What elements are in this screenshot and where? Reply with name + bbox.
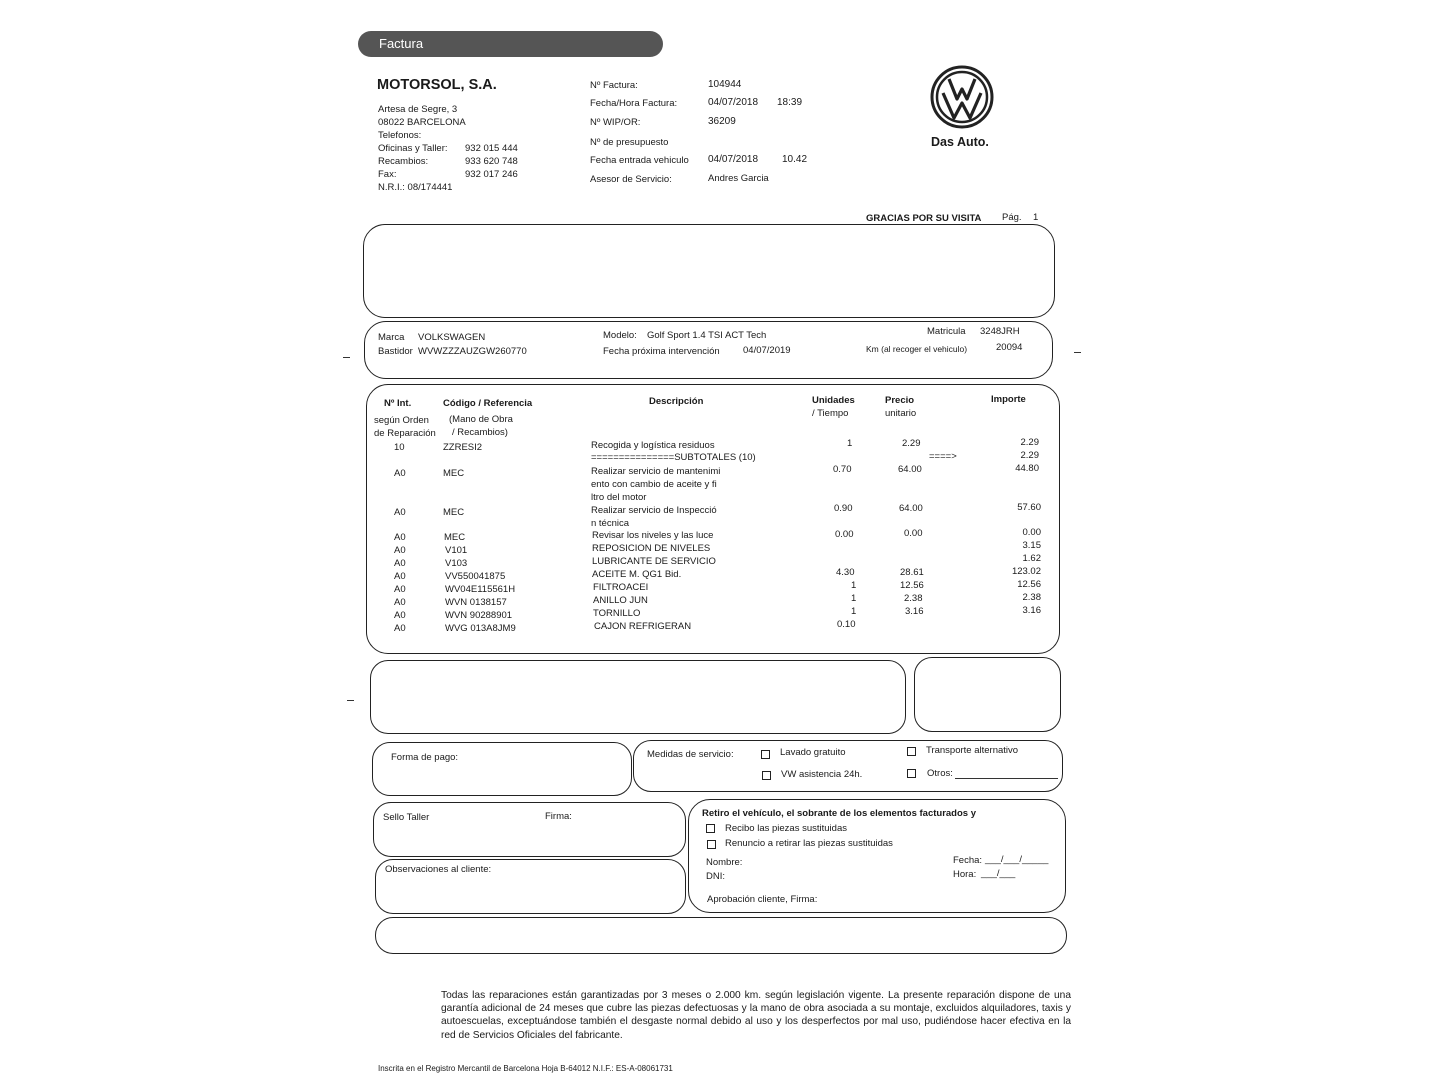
proxima-label: Fecha próxima intervención xyxy=(603,346,720,357)
fax-label: Fax: xyxy=(378,169,397,180)
header-codigo: Código / Referencia xyxy=(443,398,533,409)
hora-blank[interactable]: ___/___ xyxy=(981,868,1016,879)
row-price: 3.16 xyxy=(905,606,924,617)
row-nint: A0 xyxy=(394,597,406,608)
presupuesto-label: Nº de presupuesto xyxy=(590,137,669,148)
gracias-text: GRACIAS POR SU VISITA xyxy=(866,213,982,224)
row-code: WVG 013A8JM9 xyxy=(445,623,516,634)
row-code: MEC xyxy=(443,468,465,479)
row-desc: ANILLO JUN xyxy=(593,595,648,606)
dni-label: DNI: xyxy=(706,871,725,882)
forma-pago-label: Forma de pago: xyxy=(391,752,459,763)
scan-mark xyxy=(347,700,354,701)
sello-box xyxy=(373,802,686,857)
matricula-label: Matricula xyxy=(927,326,966,337)
entrada-time: 10.42 xyxy=(782,154,808,165)
recibo-checkbox[interactable] xyxy=(706,824,715,833)
row-desc: LUBRICANTE DE SERVICIO xyxy=(592,556,716,567)
row-code: WVN 0138157 xyxy=(445,597,507,608)
recambios-label: Recambios: xyxy=(378,156,429,167)
matricula-value: 3248JRH xyxy=(980,326,1020,337)
header-nint: Nº Int. xyxy=(384,398,412,409)
km-label: Km (al recoger el vehiculo) xyxy=(866,344,968,354)
marca-value: VOLKSWAGEN xyxy=(418,332,486,343)
nombre-label: Nombre: xyxy=(706,857,743,868)
row-amount: 3.15 xyxy=(1022,540,1041,551)
row-desc: Recogida y logística residuos xyxy=(591,440,715,451)
row-price: 0.00 xyxy=(904,528,923,539)
scan-mark xyxy=(343,357,350,358)
row-amount: 2.38 xyxy=(1022,592,1041,603)
recambios-value: 933 620 748 xyxy=(465,156,518,167)
aprobacion-label: Aprobación cliente, Firma: xyxy=(707,894,818,905)
row-units: 4.30 xyxy=(836,567,855,578)
fecha-firma-label: Fecha: xyxy=(953,855,983,866)
retiro-title: Retiro el vehículo, el sobrante de los elementos facturados y xyxy=(702,808,976,819)
proxima-value: 04/07/2019 xyxy=(743,345,791,356)
row-code: ZZRESI2 xyxy=(443,442,483,453)
row-units: 0.00 xyxy=(835,529,854,540)
row-units: 0.70 xyxy=(833,464,852,475)
modelo-label: Modelo: xyxy=(603,330,637,341)
km-value: 20094 xyxy=(996,342,1023,353)
transporte-checkbox[interactable] xyxy=(907,747,916,756)
company-address-line2: 08022 BARCELONA xyxy=(378,117,466,128)
row-code: WVN 90288901 xyxy=(445,610,513,621)
transporte-label: Transporte alternativo xyxy=(926,745,1019,756)
row-price: 2.38 xyxy=(904,593,923,604)
fax-value: 932 017 246 xyxy=(465,169,518,180)
row-amount: 44.80 xyxy=(1015,463,1039,474)
row-nint: A0 xyxy=(394,532,406,543)
row-code: VV550041875 xyxy=(445,571,506,582)
vw-logo-icon xyxy=(930,65,994,129)
row-price: 12.56 xyxy=(900,580,924,591)
row-nint: A0 xyxy=(394,610,406,621)
otros-label: Otros: xyxy=(927,768,953,779)
row-code: MEC xyxy=(444,532,466,543)
row-units: 1 xyxy=(851,606,857,617)
telefonos-label: Telefonos: xyxy=(378,130,422,141)
warranty-text: Todas las reparaciones están garantizadas por 3 meses o 2.000 km. según legislación vigente. La presente reparación dispone de una garantía adicional de 24 meses que cubre las piezas defectuosas y la mano de obra asociada a su montaje, excluidos alquiladores, taxis y autoescuelas, exceptuándose también el desgaste normal debido al uso y los desperfectos por mal uso, pudiéndose hacer efectiva en la red de Servicios Oficiales del fabricante. xyxy=(441,990,1071,1041)
otros-checkbox[interactable] xyxy=(907,769,916,778)
row-amount: 2.29 xyxy=(1020,450,1039,461)
document-type-label: Factura xyxy=(379,36,424,51)
row-amount: 123.02 xyxy=(1011,566,1041,577)
row-amount: 12.56 xyxy=(1017,579,1041,590)
header-mano2: / Recambios) xyxy=(452,427,508,438)
row-desc: FILTROACEI xyxy=(593,582,649,593)
row-desc: CAJON REFRIGERAN xyxy=(594,621,692,632)
asistencia-label: VW asistencia 24h. xyxy=(781,769,863,780)
nri-number: N.R.I.: 08/174441 xyxy=(378,182,453,193)
row-nint: A0 xyxy=(394,571,406,582)
row-desc: TORNILLO xyxy=(593,608,641,619)
header-unidades1: Unidades xyxy=(812,395,855,406)
brand-tagline: Das Auto. xyxy=(931,135,989,149)
entrada-label: Fecha entrada vehiculo xyxy=(590,155,689,166)
row-price: 64.00 xyxy=(899,503,923,514)
row-price: 64.00 xyxy=(898,464,922,475)
row-desc: Realizar servicio de Inspecció n técnica xyxy=(591,505,717,529)
scan-mark xyxy=(1074,352,1081,353)
row-nint: 10 xyxy=(394,442,405,453)
bottom-box xyxy=(375,917,1067,954)
header-precio1: Precio xyxy=(885,395,915,406)
header-importe: Importe xyxy=(991,394,1026,405)
header-mano1: (Mano de Obra xyxy=(449,414,513,425)
row-units: 1 xyxy=(851,593,857,604)
row-units: 0.90 xyxy=(834,503,853,514)
header-descripcion: Descripción xyxy=(649,396,704,407)
row-code: V101 xyxy=(445,545,468,556)
header-unidades2: / Tiempo xyxy=(812,408,849,419)
modelo-value: Golf Sport 1.4 TSI ACT Tech xyxy=(647,330,767,341)
observaciones-label: Observaciones al cliente: xyxy=(385,864,492,875)
row-code: V103 xyxy=(445,558,468,569)
sello-label: Sello Taller xyxy=(383,812,430,823)
factura-label: Nº Factura: xyxy=(590,80,638,91)
oficinas-value: 932 015 444 xyxy=(465,143,518,154)
medidas-label: Medidas de servicio: xyxy=(647,749,734,760)
row-desc: ACEITE M. QG1 Bid. xyxy=(592,569,682,580)
row-desc: REPOSICION DE NIVELES xyxy=(592,543,711,554)
row-nint: A0 xyxy=(394,468,406,479)
bastidor-value: WVWZZZAUZGW260770 xyxy=(418,346,527,357)
row-price: 2.29 xyxy=(902,438,921,449)
row-amount: 57.60 xyxy=(1017,502,1041,513)
page-label: Pág. xyxy=(1002,212,1022,223)
row-amount: 3.16 xyxy=(1022,605,1041,616)
header-orden2: de Reparación xyxy=(374,428,436,439)
wip-value: 36209 xyxy=(708,116,736,127)
row-desc: Revisar los niveles y las luce xyxy=(592,530,714,541)
fecha-factura-time: 18:39 xyxy=(777,97,803,108)
row-amount: 1.62 xyxy=(1022,553,1041,564)
lavado-label: Lavado gratuito xyxy=(780,747,846,758)
page-number: 1 xyxy=(1033,212,1039,223)
oficinas-label: Oficinas y Taller: xyxy=(378,143,448,154)
row-nint: A0 xyxy=(394,584,406,595)
row-units: 1 xyxy=(851,580,857,591)
row-units: 0.10 xyxy=(837,619,856,630)
firma-label: Firma: xyxy=(545,811,572,822)
asistencia-checkbox[interactable] xyxy=(762,771,771,780)
row-nint: A0 xyxy=(394,558,406,569)
fecha-firma-blank[interactable]: ___/___/_____ xyxy=(985,854,1049,865)
row-code: WV04E115561H xyxy=(445,584,516,595)
customer-box xyxy=(363,224,1055,318)
otros-line xyxy=(955,778,1058,779)
company-address-line1: Artesa de Segre, 3 xyxy=(378,104,458,115)
subtotal-arrow: ====> xyxy=(929,451,957,462)
document-type-banner xyxy=(358,31,663,57)
bastidor-label: Bastidor xyxy=(378,346,413,357)
renuncio-checkbox[interactable] xyxy=(707,840,716,849)
totals-right-box xyxy=(914,657,1061,732)
fecha-factura-label: Fecha/Hora Factura: xyxy=(590,98,678,109)
row-units: 1 xyxy=(847,438,853,449)
fecha-factura-date: 04/07/2018 xyxy=(708,97,759,108)
row-desc: Realizar servicio de mantenimi ento con cambio de aceite y fi ltro del motor xyxy=(591,466,721,503)
row-amount: 2.29 xyxy=(1020,437,1039,448)
wip-label: Nº WIP/OR: xyxy=(590,117,641,128)
factura-value: 104944 xyxy=(708,79,742,90)
row-price: 28.61 xyxy=(900,567,924,578)
entrada-date: 04/07/2018 xyxy=(708,154,759,165)
row-amount: 0.00 xyxy=(1022,527,1041,538)
row-nint: A0 xyxy=(394,507,406,518)
asesor-value: Andres Garcia xyxy=(708,173,769,184)
header-orden1: según Orden xyxy=(374,415,429,426)
recibo-label: Recibo las piezas sustituidas xyxy=(725,823,847,834)
registry-text: Inscrita en el Registro Mercantil de Barcelona Hoja B-64012 N.I.F.: ES-A-08061731 xyxy=(378,1064,673,1073)
totals-left-box xyxy=(370,660,906,734)
asesor-label: Asesor de Servicio: xyxy=(590,174,672,185)
payment-box xyxy=(372,742,632,796)
row-nint: A0 xyxy=(394,545,406,556)
marca-label: Marca xyxy=(378,332,405,343)
company-name: MOTORSOL, S.A. xyxy=(377,77,497,93)
renuncio-label: Renuncio a retirar las piezas sustituidas xyxy=(725,838,893,849)
header-precio2: unitario xyxy=(885,408,917,419)
row-code: MEC xyxy=(443,507,465,518)
row-desc: ===============SUBTOTALES (10) xyxy=(591,452,756,463)
lavado-checkbox[interactable] xyxy=(761,750,770,759)
row-nint: A0 xyxy=(394,623,406,634)
hora-label: Hora: xyxy=(953,869,977,880)
